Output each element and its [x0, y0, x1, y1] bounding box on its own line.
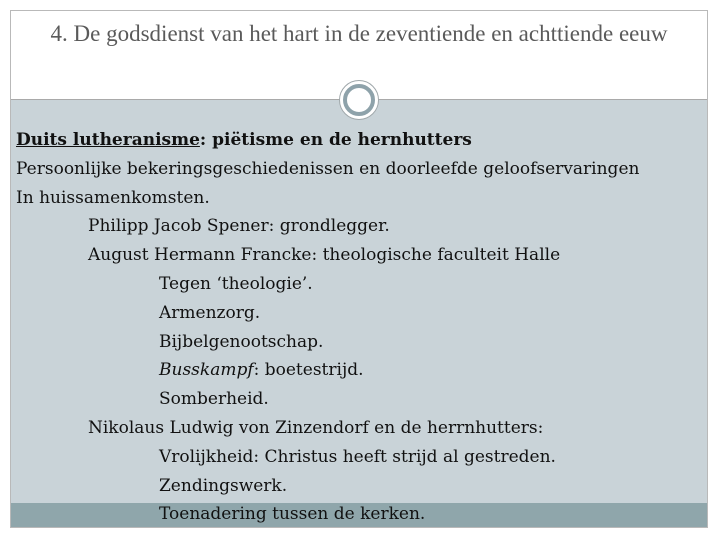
- heading-underlined: Duits lutheranisme: [16, 130, 200, 150]
- body-line-4: August Hermann Francke: theologische faculteit Halle: [88, 245, 561, 266]
- body-line-8: [16, 356, 706, 385]
- slide-title: 4. De godsdienst van het hart in de zeventiende en achttiende eeuw: [50, 21, 668, 46]
- busskampf-term: Busskampf: [159, 360, 254, 381]
- body-line-11: Vrolijkheid: Christus heeft strijd al gestreden.: [159, 446, 556, 467]
- body-line-13: Toenadering tussen de kerken.: [159, 504, 426, 525]
- body-line-9: Somberheid.: [159, 389, 269, 410]
- body-line-5: Tegen ‘theologie’.: [159, 273, 313, 294]
- slide-body: [16, 126, 706, 529]
- body-line-6: Armenzorg.: [159, 302, 261, 323]
- body-line-7: Bijbelgenootschap.: [159, 331, 324, 352]
- body-line-10: Nikolaus Ludwig von Zinzendorf en de herrnhutters:: [88, 417, 544, 438]
- circle-ornament-icon: [339, 80, 379, 120]
- heading-rest: : piëtisme en de hernhutters: [199, 130, 472, 150]
- body-line-3: Philipp Jacob Spener: grondlegger.: [88, 216, 390, 237]
- section-heading: [16, 126, 706, 155]
- busskampf-definition: : boetestrijd.: [253, 360, 364, 381]
- body-line-12: Zendingswerk.: [159, 475, 288, 496]
- body-line-1: Persoonlijke bekeringsgeschiedenissen en doorleefde geloofservaringen: [16, 158, 640, 179]
- body-line-2: In huissamenkomsten.: [16, 187, 210, 208]
